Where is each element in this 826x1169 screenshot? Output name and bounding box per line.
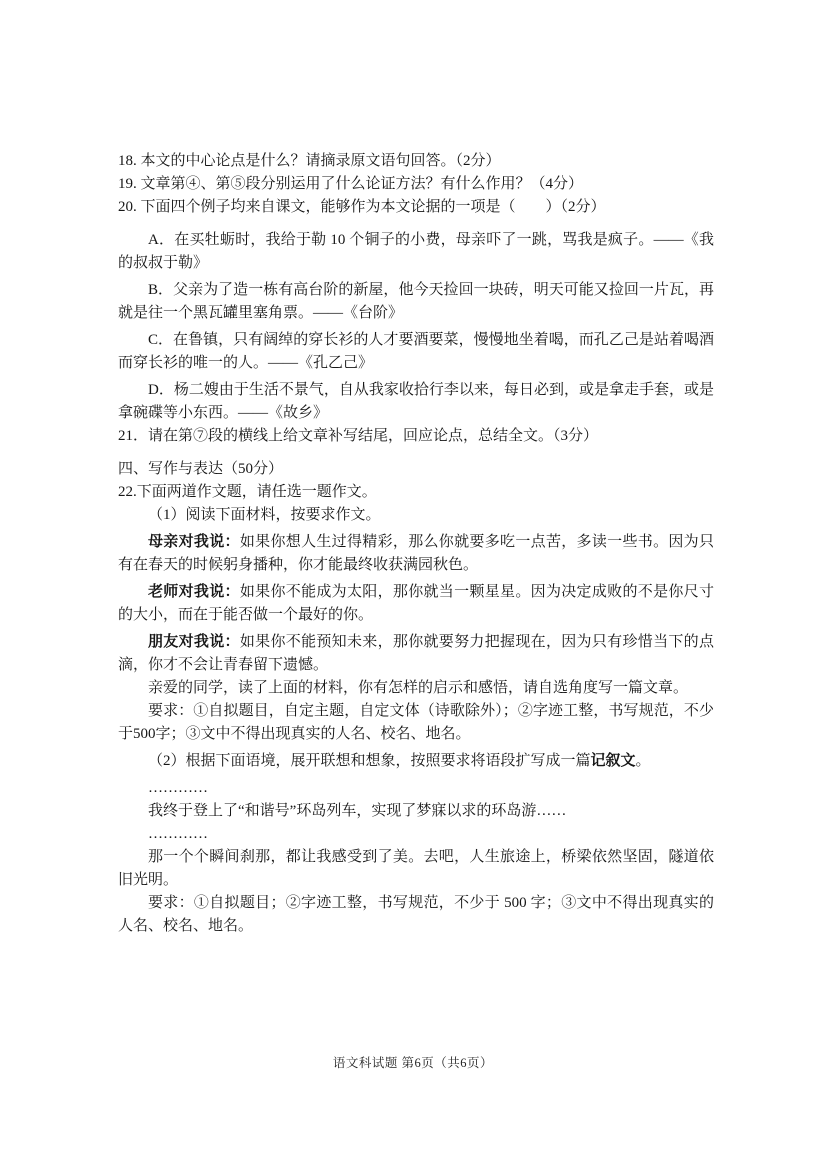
- question-20-option-d: D．杨二嫂由于生活不景气，自从我家收拾行李以来，每日必到，或是拿走手套，或是拿碗碟等小东西。——《故乡》: [118, 382, 714, 421]
- task-1-requirements: 要求：①自拟题目，自定主题，自定文体（诗歌除外）；②字迹工整，书写规范，不少于500字；③文中不得出现真实的人名、校名、地名。: [118, 703, 714, 742]
- material-mother: [118, 531, 714, 577]
- friend-says-label: 朋友对我说：: [148, 634, 240, 650]
- task-2-scene-1: 我终于登上了“和谐号”环岛列车，实现了梦寐以求的环岛游……: [148, 803, 567, 819]
- exam-body: [118, 150, 714, 938]
- teacher-says-label: 老师对我说：: [148, 584, 240, 600]
- question-20-option-c: C．在鲁镇，只有阔绰的穿长衫的人才要酒要菜，慢慢地坐着喝，而孔乙己是站着喝酒而穿长衫的唯一的人。——《孔乙己》: [118, 332, 714, 371]
- task-1-intro: （1）阅读下面材料，按要求作文。: [148, 507, 381, 523]
- page-footer: 语文科试题 第6页（共6页）: [332, 1056, 494, 1070]
- mother-says-text: 如果你想人生过得精彩，那么你就要多吃一点苦，多读一些书。因为只有在春天的时候躬身播种，你才能最终收获满园秋色。: [118, 534, 714, 573]
- question-20-option-b: B．父亲为了造一栋有高台阶的新屋，他今天捡回一块砖，明天可能又捡回一片瓦，再就是往一个黑瓦罐里塞角票。——《台阶》: [118, 282, 714, 321]
- question-20-option-a: A．在买牡蛎时，我给于勒 10 个铜子的小费，母亲吓了一跳，骂我是疯子。——《我的叔叔于勒》: [118, 232, 714, 271]
- question-21: 21．请在第⑦段的横线上给文章补写结尾，回应论点，总结全文。（3分）: [118, 428, 599, 444]
- material-teacher: [118, 581, 714, 627]
- question-22: 22.下面两道作文题，请任选一题作文。: [118, 484, 377, 500]
- question-20: 20. 下面四个例子均来自课文，能够作为本文论据的一项是（ ）（2分）: [118, 199, 606, 215]
- narrative-essay-label: 记叙文: [590, 753, 636, 769]
- task-2-intro-period: 。: [635, 753, 651, 769]
- task-2-scene-2: 那一个个瞬间刹那，都让我感受到了美。去吧，人生旅途上，桥梁依然坚固，隧道依旧光明。: [118, 849, 714, 888]
- teacher-says-text: 如果你不能成为太阳，那你就当一颗星星。因为决定成败的不是你尺寸的大小，而在于能否做一个最好的你。: [118, 584, 714, 623]
- question-19: 19. 文章第④、第⑤段分别运用了什么论证方法？有什么作用？（4分）: [118, 176, 584, 192]
- task-2-intro-text: （2）根据下面语境，展开联想和想象，按照要求将语段扩写成一篇: [148, 753, 591, 769]
- section-4-title: 四、写作与表达（50分）: [118, 461, 284, 477]
- task-2-intro: [118, 750, 714, 773]
- task-1-prompt: 亲爱的同学，读了上面的材料，你有怎样的启示和感悟，请自选角度写一篇文章。: [148, 680, 689, 696]
- friend-says-text: 如果你不能预知未来，那你就要努力把握现在，因为只有珍惜当下的点滴，你才不会让青春留下遗憾。: [118, 634, 714, 673]
- mother-says-label: 母亲对我说：: [148, 534, 240, 550]
- ellipsis-line-2: …………: [148, 826, 208, 842]
- material-friend: [118, 631, 714, 677]
- task-2-requirements: 要求：①自拟题目；②字迹工整，书写规范，不少于 500 字；③文中不得出现真实的人名、校名、地名。: [118, 895, 714, 934]
- question-18: 18. 本文的中心论点是什么？请摘录原文语句回答。（2分）: [118, 153, 501, 169]
- ellipsis-line-1: …………: [148, 780, 208, 796]
